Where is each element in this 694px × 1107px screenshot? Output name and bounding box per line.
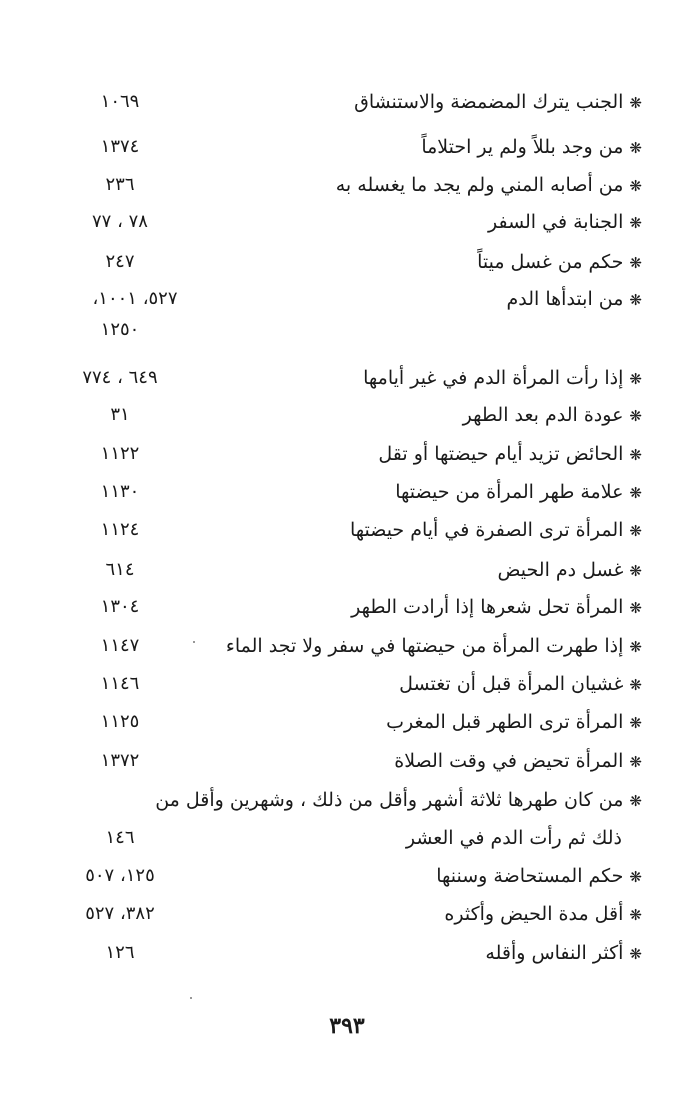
index-row xyxy=(60,436,642,472)
index-row xyxy=(60,552,642,588)
entry-text: حكم المستحاضة وسننها xyxy=(436,865,624,887)
entry-ref: ١١٢٤ xyxy=(100,519,140,540)
entry-ref: ٣١ xyxy=(110,404,130,425)
index-entry xyxy=(363,360,642,397)
index-entry xyxy=(226,628,642,665)
index-row xyxy=(60,167,642,203)
bullet-icon: ❋ xyxy=(629,638,642,656)
entry-text: أكثر النفاس وأقله xyxy=(485,942,624,964)
entry-ref: ٦٤٩ ، ٧٧٤ xyxy=(82,367,158,388)
index-entry xyxy=(485,935,642,972)
bullet-icon: ❋ xyxy=(629,177,642,195)
index-entry xyxy=(386,704,642,741)
entry-ref: ٦١٤ xyxy=(105,559,135,580)
bullet-icon: ❋ xyxy=(629,868,642,886)
bullet-icon: ❋ xyxy=(629,714,642,732)
bullet-icon: ❋ xyxy=(629,484,642,502)
index-row xyxy=(60,858,642,894)
entry-ref: ١١٤٧ xyxy=(100,635,140,656)
index-row xyxy=(60,782,642,818)
index-entry xyxy=(463,397,642,434)
index-entry xyxy=(421,129,642,166)
bullet-icon: ❋ xyxy=(629,139,642,157)
bullet-icon: ❋ xyxy=(629,446,642,464)
entry-ref: ١١٣٠ xyxy=(100,481,140,502)
index-row xyxy=(60,360,642,396)
entry-text: الجنب يترك المضمضة والاستنشاق xyxy=(354,91,624,113)
bullet-icon: ❋ xyxy=(629,291,642,309)
index-row xyxy=(60,896,642,932)
entry-text: عودة الدم بعد الطهر xyxy=(462,404,624,426)
entry-ref: ١١٢٥ xyxy=(100,711,140,732)
entry-ref: ٢٣٦ xyxy=(105,174,135,195)
index-row xyxy=(60,512,642,548)
index-row xyxy=(60,84,642,120)
entry-text: المرأة ترى الطهر قبل المغرب xyxy=(386,711,624,733)
bullet-icon: ❋ xyxy=(629,945,642,963)
entry-text: إذا طهرت المرأة من حيضتها في سفر ولا تجد الماء xyxy=(225,635,624,657)
entry-text: المرأة تحيض في وقت الصلاة xyxy=(394,750,624,772)
scan-speck xyxy=(190,997,192,999)
bullet-icon: ❋ xyxy=(629,407,642,425)
index-entry xyxy=(354,84,642,121)
index-row xyxy=(60,312,642,348)
entry-text: الحائض تزيد أيام حيضتها أو تقل xyxy=(378,443,624,465)
entry-ref: ١٢٥، ٥٠٧ xyxy=(85,865,155,886)
index-row xyxy=(60,244,642,280)
index-entry xyxy=(155,782,642,819)
entry-text: المرأة ترى الصفرة في أيام حيضتها xyxy=(349,519,624,541)
index-row xyxy=(60,820,642,856)
index-entry xyxy=(351,589,642,626)
bullet-icon: ❋ xyxy=(629,753,642,771)
entry-text: من ابتدأها الدم xyxy=(506,288,624,310)
entry-text: الجنابة في السفر xyxy=(487,211,624,233)
index-entry xyxy=(436,858,642,895)
bullet-icon: ❋ xyxy=(629,522,642,540)
entry-ref: ١٠٦٩ xyxy=(100,91,140,112)
entry-text: من أصابه المني ولم يجد ما يغسله به xyxy=(335,174,624,196)
index-row xyxy=(60,129,642,165)
entry-text: ذلك ثم رأت الدم في العشر xyxy=(405,827,622,849)
index-row xyxy=(60,704,642,740)
entry-ref: ٣٨٢، ٥٢٧ xyxy=(85,903,155,924)
entry-text: علامة طهر المرأة من حيضتها xyxy=(395,481,624,503)
bullet-icon: ❋ xyxy=(629,214,642,232)
entry-text: من وجد بللاً ولم ير احتلاماً xyxy=(421,136,624,158)
entry-ref: ١٣٧٢ xyxy=(100,750,140,771)
bullet-icon: ❋ xyxy=(629,370,642,388)
entry-ref: ١٤٦ xyxy=(105,827,135,848)
index-entry xyxy=(378,436,642,473)
index-entry xyxy=(336,167,642,204)
page-number: ٣٩٣ xyxy=(329,1013,365,1039)
index-entry xyxy=(399,666,642,703)
bullet-icon: ❋ xyxy=(629,562,642,580)
index-entry xyxy=(395,474,642,511)
index-row xyxy=(60,589,642,625)
index-row xyxy=(60,204,642,240)
bullet-icon: ❋ xyxy=(629,676,642,694)
index-entry xyxy=(350,512,642,549)
bullet-icon: ❋ xyxy=(629,906,642,924)
entry-text: حكم من غسل ميتاً xyxy=(477,251,624,273)
entry-ref: ١٢٦ xyxy=(105,942,135,963)
entry-ref: ١١٢٢ xyxy=(100,443,140,464)
entry-text: غسل دم الحيض xyxy=(497,559,624,581)
entry-ref: ١١٤٦ xyxy=(100,673,140,694)
entry-text: أقل مدة الحيض وأكثره xyxy=(444,903,624,925)
index-row xyxy=(60,666,642,702)
bullet-icon: ❋ xyxy=(629,792,642,810)
index-entry xyxy=(394,743,642,780)
index-row xyxy=(60,397,642,433)
index-entry xyxy=(477,244,642,281)
entry-text: إذا رأت المرأة الدم في غير أيامها xyxy=(363,367,624,389)
index-row xyxy=(60,743,642,779)
index-entry xyxy=(488,204,642,241)
entry-text: غشيان المرأة قبل أن تغتسل xyxy=(399,673,624,695)
bullet-icon: ❋ xyxy=(629,94,642,112)
index-entry xyxy=(498,552,643,589)
bullet-icon: ❋ xyxy=(629,599,642,617)
scan-speck xyxy=(193,641,195,643)
entry-ref: ١٣٠٤ xyxy=(100,596,140,617)
entry-ref: ٢٤٧ xyxy=(105,251,135,272)
entry-text: المرأة تحل شعرها إذا أرادت الطهر xyxy=(351,596,624,618)
index-entry-continuation xyxy=(406,820,622,856)
index-row xyxy=(60,474,642,510)
index-row xyxy=(60,935,642,971)
index-row xyxy=(60,628,642,664)
entry-text: من كان طهرها ثلاثة أشهر وأقل من ذلك ، وشهرين وأقل من xyxy=(155,789,624,811)
entry-ref: ١٣٧٤ xyxy=(100,136,140,157)
entry-ref: ٥٢٧، ١٠٠١، xyxy=(92,288,178,309)
bullet-icon: ❋ xyxy=(629,254,642,272)
entry-ref: ٧٨ ، ٧٧ xyxy=(92,211,148,232)
index-entry xyxy=(444,896,642,933)
entry-ref: ١٢٥٠ xyxy=(100,319,140,340)
